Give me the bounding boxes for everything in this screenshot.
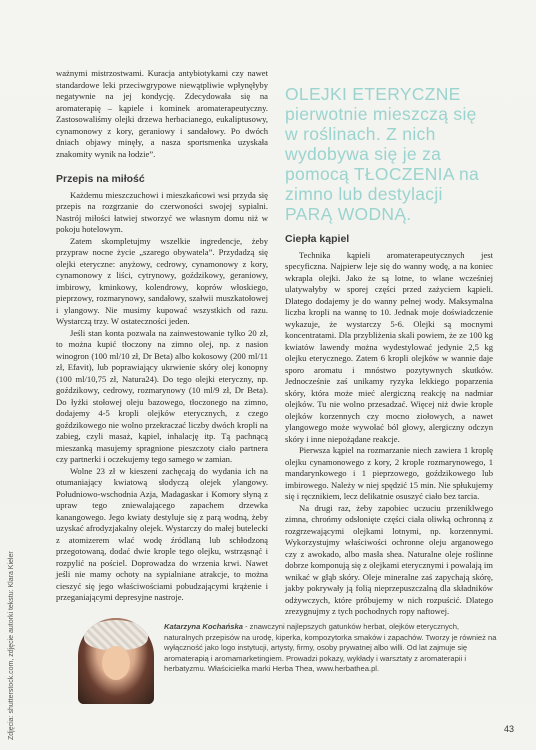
author-box: [78, 618, 498, 704]
paragraph: Na drugi raz, żeby zapobiec uczuciu przeniklwego zimna, chrońmy odsłonięte części ciała oliwką ochronną z rozgrzewającymi olejkami lotnymi, np. korzennymi. Wykorzystujmy właściwości ochronne oleju arganowego czy z awokado, albo masła shea. Naturalne oleje roślinne dobrze komponują się z olejkami eterycznymi i powalają im wnikać w głąb skóry. Oleje mineralne zaś zapychają skórę, jakby pokrywały ją folią nieprzepuszczalną dla składników odżywczych, które próbujemy w nich rozpuścić. Dlatego zrezygnujmy z tych pochodnych ropy naftowej.: [285, 502, 493, 616]
right-text: [285, 234, 493, 618]
paragraph: ważnymi mistrzostwami. Kuracja antybiotykami czy nawet standardowe leki przeciwgrypowe niewątpliwie wpłynęłyby negatywnie na jej kondycję. Zdecydowała się na aromaterapię – kąpiele i kominek aromaterapeutyczny. Zastosowaliśmy olejki drzewa herbacianego, eukaliptusowy, cynamonowy z kory, geraniowy i sandałowy. Po dwóch dniach objawy minęły, a nasza sportsmenka uzyskała znakomity wynik na łodzie”.: [56, 68, 268, 159]
author-name: Katarzyna Kochańska: [164, 622, 243, 631]
paragraph: Wolne 23 zł w kieszeni zachęcają do wydania ich na otumaniający kwiatową słodyczą olejek ylangowy. Południowo-wschodnia Azja, Madagaskar i Komory słyną z upraw tego zniewalającego zapachem drzewka kanangowego. Jego kwiaty destyluje się z parą wodną, żeby uzyskać afrodyzjakalny olejek. Wystarczy do małej butelecki z atomizerem wlać wodę źródlaną lub schłodzoną przegotowaną, dodać dwie krople tego olejku, wstrząsnąć i rozpylić na pościel. Doprowadza do wrzenia krwi. Nawet jeśli nie mamy ochoty na sypialniane atrakcje, to można cieszyć się jego właściwościami pobudzającymi krążenie i przeganiającymi depresyjne nastroje.: [56, 465, 268, 602]
author-bio: [164, 622, 498, 675]
pull-quote: OLEJKI ETERYCZNE pierwotnie mieszczą się w roślinach. Z nich wydobywa się je za pomocą TŁOCZENIA na zimno lub destylacji PARĄ WODNĄ.: [285, 84, 480, 224]
left-column: [56, 68, 268, 604]
paragraph: Pierwsza kąpiel na rozmarzanie niech zawiera 1 kroplę olejku cynamonowego z kory, 2 krople rozmarynowego, 1 mandarynkowego i 1 pieprzowego, goździkowego lub imbirowego. Należy w niej spędzić 15 min. Nie spłukujemy się i ręcznikiem, lecz delikatnie osuszyć ciało bez tarcia.: [285, 445, 493, 501]
face-shape: [102, 646, 130, 680]
author-photo: [78, 618, 154, 704]
author-description: - znawczyni najlepszych gatunków herbat, olejków eterycznych, naturalnych przepisów na urodę, kiperka, kompozytorka smaków i zapachów. Tworzy je również na wyłączność jako logo instytucji, artysty, firmy, osoby prywatnej albo willi. Od lat zajmuje się aromaterapią i aromamarketingiem. Prowadzi pokazy, wykłady i warsztaty z aromaterapii i herbatyzmu. Właścicielka marki Herba Thea, www.herbathea.pl.: [164, 622, 497, 673]
right-column: [285, 84, 493, 618]
photo-credit: [8, 551, 20, 740]
page-number: 43: [503, 724, 514, 734]
paragraph: Jeśli stan konta pozwala na zainwestowanie tylko 20 zł, to można kupić tłoczony na zimno olej, np. z nasion winogron (100 ml/10 zł, Dr Beta) albo kokosowy (200 ml/11 zł, Efavit), lub poprawiający ukrwienie skóry olej konopny (100 ml/10,75 zł, Natura24). Do tego olejki eteryczny, np. goździkowy, cedrowy, rozmarynowy (10 ml/9 zł, Dr Beta). Do łyżki stołowej oleju bazowego, tłoczonego na zimno, dodajemy 4-5 kropli olejków eterycznych, z czego goździkowego nie wolno przekraczać liczby dwóch kropli na zabieg, czyli masaż, kąpiel, inhalację itp. Tą pachnącą mieszanką masujemy spragnione pieszczoty ciało partnera czy partnerki i oczekujemy tego samego w zamian.: [56, 327, 268, 464]
paragraph: Każdemu mieszczuchowi i mieszkańcowi wsi przyda się przepis na rozgrzanie do czerwoności swojej sypialni. Nastrój miłości łatwiej stworzyć we własnym domu niż w pokoju hotelowym.: [56, 189, 268, 234]
section-heading: Ciepła kąpiel: [285, 233, 350, 245]
section-heading: Przepis na miłość: [56, 173, 145, 185]
photo-credit-text: Zdjęcia: shutterstock.com, zdjęcie autorki tekstu: Klara Kieler: [8, 551, 15, 740]
paragraph: Zatem skompletujmy wszelkie ingredencje, żeby przypraw nocne życie „szarego obywatela”. Przydadzą się olejki eteryczne: anyżowy, cedrowy, cynamonowy z kory, cynamonowy z liści, cytrynowy, goździkowy, geraniowy, imbirowy, kminkowy, kolendrowy, koprów włoskiego, pieprzowy, rozmarynowy, sandałowy, szałwii muszkatołowej i ylangowy. Nie musimy kupować wszystkich od razu. Wystarczą trzy. W ostateczności jeden.: [56, 235, 268, 326]
paragraph: Technika kąpieli aromaterapeutycznych jest specyficzna. Najpierw leje się do wanny wodę, a na koniec wkrapla olejki. Jako że są lotne, to wlane wcześniej ulatywałyby w sporej części przed zażyciem kąpieli. Dlatego dodajemy je do wanny pełnej wody. Maksymalna liczba kropli na wannę to 10. Jednak moje doświadczenie wykazuje, że wystarczy 5-6. Olejki są mocnymi koncentratami. Dla przybliżenia skali powiem, że ze 100 kg kwiatów lawendy można wydestylować jedynie 2,5 kg olejku eterycznego. Zatem 6 kropli olejków w wannie daje sporo aromatu i mnóstwo pozytywnych skutków. Jednocześnie zaś unikamy ryzyka lekkiego poparzenia skóry, która może mieć alergiczną reakcję na nadmiar olejków. Tu nie wolno przesadzać. Więcej niż dwie krople olejków korzennych czy mocno ziołowych, a nawet ylangowego może wywołać ból głowy, alergiczny odczyn skóry i inne niepożądane reakcje.: [285, 249, 493, 444]
